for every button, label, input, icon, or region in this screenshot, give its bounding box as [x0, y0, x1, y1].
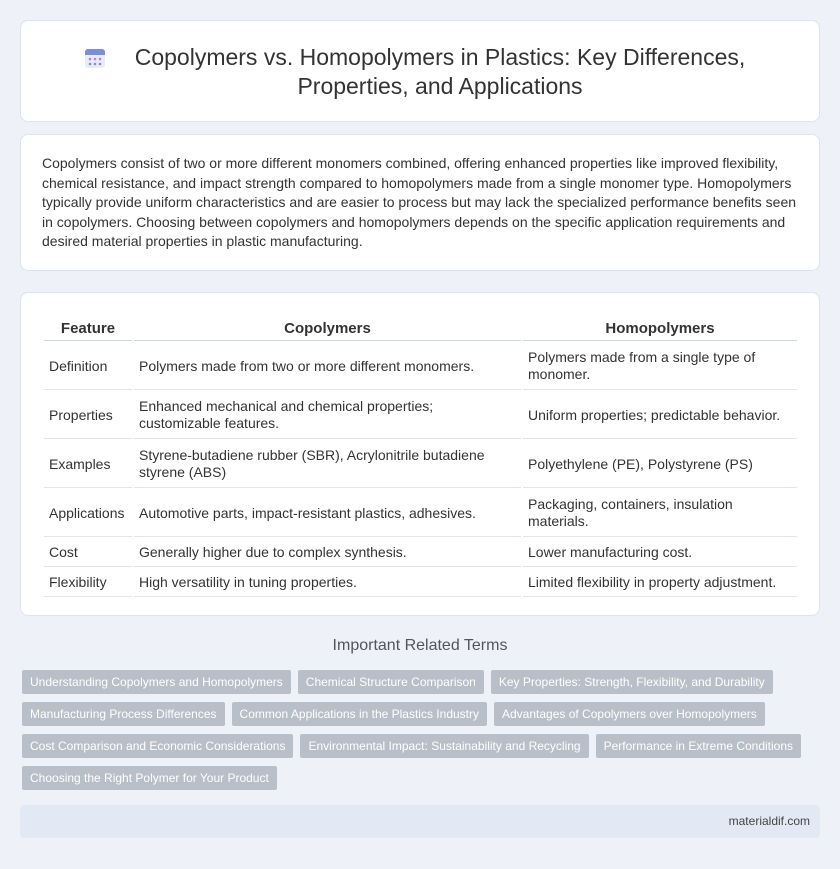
homopolymer-cell: Uniform properties; predictable behavior. — [523, 392, 797, 439]
related-term-tag[interactable]: Environmental Impact: Sustainability and Recycling — [300, 734, 588, 758]
copolymer-cell: High versatility in tuning properties. — [134, 569, 521, 597]
related-term-tag[interactable]: Key Properties: Strength, Flexibility, and Durability — [491, 670, 773, 694]
table-row — [44, 343, 797, 390]
related-term-tag[interactable]: Chemical Structure Comparison — [298, 670, 484, 694]
feature-cell: Properties — [44, 392, 132, 439]
related-term-tag[interactable]: Common Applications in the Plastics Industry — [232, 702, 487, 726]
homopolymer-cell: Polymers made from a single type of monomer. — [523, 343, 797, 390]
homopolymer-cell: Lower manufacturing cost. — [523, 539, 797, 567]
feature-cell: Cost — [44, 539, 132, 567]
feature-cell: Applications — [44, 490, 132, 537]
footer — [20, 805, 820, 838]
comparison-card — [20, 292, 820, 616]
comparison-table — [42, 315, 799, 599]
header-homopolymers: Homopolymers — [523, 317, 797, 341]
table-row — [44, 569, 797, 597]
table-row — [44, 539, 797, 567]
table-row — [44, 441, 797, 488]
copolymer-cell: Generally higher due to complex synthesis. — [134, 539, 521, 567]
feature-cell: Flexibility — [44, 569, 132, 597]
homopolymer-cell: Limited flexibility in property adjustment. — [523, 569, 797, 597]
related-terms-heading: Important Related Terms — [332, 637, 508, 654]
copolymer-cell: Enhanced mechanical and chemical properties; customizable features. — [134, 392, 521, 439]
related-term-tag[interactable]: Performance in Extreme Conditions — [596, 734, 801, 758]
header-feature: Feature — [44, 317, 132, 341]
intro-paragraph: Copolymers consist of two or more different monomers combined, offering enhanced properties like improved flexibility, chemical resistance, and impact strength compared to homopolymers made from a single monomer type. Homopolymers typically provide uniform characteristics and are easier to process but may lack the specialized performance benefits seen in copolymers. Choosing between copolymers and homopolymers depends on the specific application requirements and desired material properties in plastic manufacturing. — [42, 155, 797, 249]
related-term-tag[interactable]: Manufacturing Process Differences — [22, 702, 225, 726]
page-title: Copolymers vs. Homopolymers in Plastics: Key Differences, Properties, and Applications — [134, 44, 746, 99]
copolymer-cell: Automotive parts, impact-resistant plastics, adhesives. — [134, 490, 521, 537]
intro-card — [20, 134, 820, 271]
copolymer-cell: Polymers made from two or more different monomers. — [134, 343, 521, 390]
homopolymer-cell: Polyethylene (PE), Polystyrene (PS) — [523, 441, 797, 488]
table-row — [44, 392, 797, 439]
footer-site[interactable]: materialdif.com — [728, 814, 810, 828]
related-term-tag[interactable]: Choosing the Right Polymer for Your Product — [22, 766, 277, 790]
related-term-tag[interactable]: Cost Comparison and Economic Considerations — [22, 734, 293, 758]
title-card — [20, 20, 820, 122]
table-header-row — [44, 317, 797, 341]
homopolymer-cell: Packaging, containers, insulation materials. — [523, 490, 797, 537]
related-terms-list — [22, 670, 812, 790]
feature-cell: Definition — [44, 343, 132, 390]
table-row — [44, 490, 797, 537]
feature-cell: Examples — [44, 441, 132, 488]
copolymer-cell: Styrene-butadiene rubber (SBR), Acrylonitrile butadiene styrene (ABS) — [134, 441, 521, 488]
related-term-tag[interactable]: Advantages of Copolymers over Homopolymers — [494, 702, 765, 726]
header-copolymers: Copolymers — [134, 317, 521, 341]
related-term-tag[interactable]: Understanding Copolymers and Homopolymers — [22, 670, 291, 694]
